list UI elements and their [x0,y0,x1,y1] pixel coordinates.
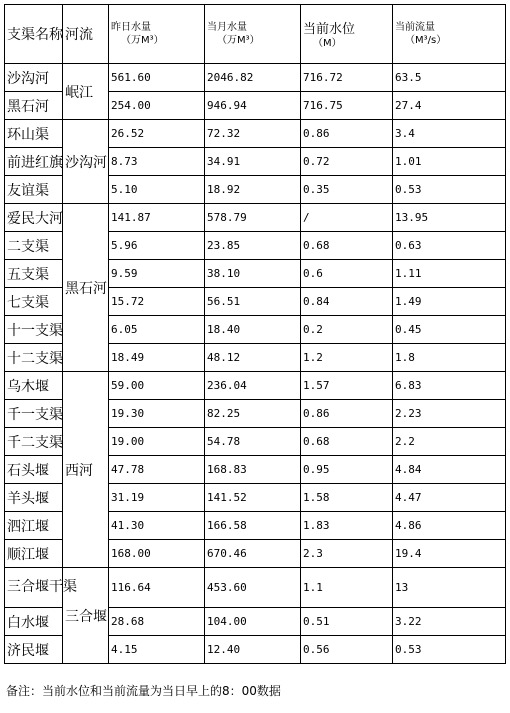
yesterday-volume: 19.30 [109,400,205,428]
river-name: 黑石河 [63,204,109,372]
month-volume: 12.40 [205,636,301,664]
yesterday-volume: 5.10 [109,176,205,204]
water-level: 0.51 [301,608,393,636]
yesterday-volume: 116.64 [109,568,205,608]
header-row [5,5,506,64]
branch-name: 黑石河 [5,92,63,120]
water-level: 2.3 [301,540,393,568]
yesterday-volume: 26.52 [109,120,205,148]
header-month-volume: 当月水量 （万M³） [205,5,301,64]
month-volume: 2046.82 [205,64,301,92]
branch-name: 友谊渠 [5,176,63,204]
branch-name: 济民堰 [5,636,63,664]
water-level: 0.84 [301,288,393,316]
table-row [5,568,506,608]
month-volume: 236.04 [205,372,301,400]
flow-rate: 1.01 [393,148,506,176]
yesterday-volume: 5.96 [109,232,205,260]
flow-rate: 0.45 [393,316,506,344]
month-volume: 578.79 [205,204,301,232]
flow-rate: 4.84 [393,456,506,484]
yesterday-volume: 561.60 [109,64,205,92]
header-river: 河流 [63,5,109,64]
yesterday-volume: 9.59 [109,260,205,288]
month-volume: 166.58 [205,512,301,540]
month-volume: 453.60 [205,568,301,608]
branch-name: 泗江堰 [5,512,63,540]
branch-name: 羊头堰 [5,484,63,512]
month-volume: 23.85 [205,232,301,260]
water-level: 1.83 [301,512,393,540]
month-volume: 34.91 [205,148,301,176]
yesterday-volume: 19.00 [109,428,205,456]
table-row [5,372,506,400]
branch-name: 环山渠 [5,120,63,148]
flow-rate: 4.47 [393,484,506,512]
flow-rate: 1.8 [393,344,506,372]
month-volume: 56.51 [205,288,301,316]
flow-rate: 27.4 [393,92,506,120]
branch-name: 乌木堰 [5,372,63,400]
water-level: 1.58 [301,484,393,512]
flow-rate: 0.53 [393,176,506,204]
flow-rate: 2.23 [393,400,506,428]
yesterday-volume: 28.68 [109,608,205,636]
flow-rate: 13.95 [393,204,506,232]
flow-rate: 1.49 [393,288,506,316]
flow-rate: 0.53 [393,636,506,664]
water-level: / [301,204,393,232]
yesterday-volume: 31.19 [109,484,205,512]
month-volume: 54.78 [205,428,301,456]
water-level: 0.68 [301,428,393,456]
month-volume: 141.52 [205,484,301,512]
month-volume: 18.92 [205,176,301,204]
branch-name: 千二支渠 [5,428,63,456]
water-level: 716.75 [301,92,393,120]
month-volume: 82.25 [205,400,301,428]
yesterday-volume: 18.49 [109,344,205,372]
yesterday-volume: 168.00 [109,540,205,568]
river-name: 岷江 [63,64,109,120]
flow-rate: 3.4 [393,120,506,148]
header-flow: 当前流量 （M³/s） [393,5,506,64]
month-volume: 48.12 [205,344,301,372]
water-level: 0.86 [301,400,393,428]
yesterday-volume: 141.87 [109,204,205,232]
water-level: 1.2 [301,344,393,372]
header-water-level: 当前水位 （M） [301,5,393,64]
water-level: 0.6 [301,260,393,288]
flow-rate: 3.22 [393,608,506,636]
yesterday-volume: 59.00 [109,372,205,400]
water-level: 0.2 [301,316,393,344]
month-volume: 18.40 [205,316,301,344]
flow-rate: 19.4 [393,540,506,568]
water-data-table [4,4,506,664]
water-level: 0.86 [301,120,393,148]
branch-name: 石头堰 [5,456,63,484]
branch-name: 前进红旗 [5,148,63,176]
branch-name: 五支渠 [5,260,63,288]
header-branch: 支渠名称 [5,5,63,64]
yesterday-volume: 4.15 [109,636,205,664]
water-level: 1.57 [301,372,393,400]
river-name: 沙沟河 [63,120,109,204]
water-level: 0.95 [301,456,393,484]
yesterday-volume: 41.30 [109,512,205,540]
month-volume: 72.32 [205,120,301,148]
river-name: 西河 [63,372,109,568]
water-level: 0.72 [301,148,393,176]
water-level: 0.35 [301,176,393,204]
branch-name: 爱民大河 [5,204,63,232]
branch-name: 十二支渠 [5,344,63,372]
yesterday-volume: 8.73 [109,148,205,176]
month-volume: 168.83 [205,456,301,484]
flow-rate: 13 [393,568,506,608]
river-name: 三合堰 [63,568,109,664]
yesterday-volume: 254.00 [109,92,205,120]
water-level: 0.68 [301,232,393,260]
branch-name: 十一支渠 [5,316,63,344]
month-volume: 670.46 [205,540,301,568]
yesterday-volume: 6.05 [109,316,205,344]
month-volume: 946.94 [205,92,301,120]
water-level: 0.56 [301,636,393,664]
branch-name: 顺江堰 [5,540,63,568]
branch-name: 沙沟河 [5,64,63,92]
footnote: 备注：当前水位和当前流量为当日早上的8：00数据 [6,684,281,698]
month-volume: 38.10 [205,260,301,288]
yesterday-volume: 47.78 [109,456,205,484]
branch-name: 白水堰 [5,608,63,636]
flow-rate: 2.2 [393,428,506,456]
branch-name: 二支渠 [5,232,63,260]
header-yesterday-volume: 昨日水量 （万M³） [109,5,205,64]
branch-name: 千一支渠 [5,400,63,428]
branch-name: 三合堰干渠 [5,568,63,608]
flow-rate: 4.86 [393,512,506,540]
water-level: 716.72 [301,64,393,92]
table-row [5,120,506,148]
table-row [5,64,506,92]
table-row [5,204,506,232]
flow-rate: 6.83 [393,372,506,400]
flow-rate: 0.63 [393,232,506,260]
water-level: 1.1 [301,568,393,608]
branch-name: 七支渠 [5,288,63,316]
flow-rate: 63.5 [393,64,506,92]
month-volume: 104.00 [205,608,301,636]
flow-rate: 1.11 [393,260,506,288]
yesterday-volume: 15.72 [109,288,205,316]
